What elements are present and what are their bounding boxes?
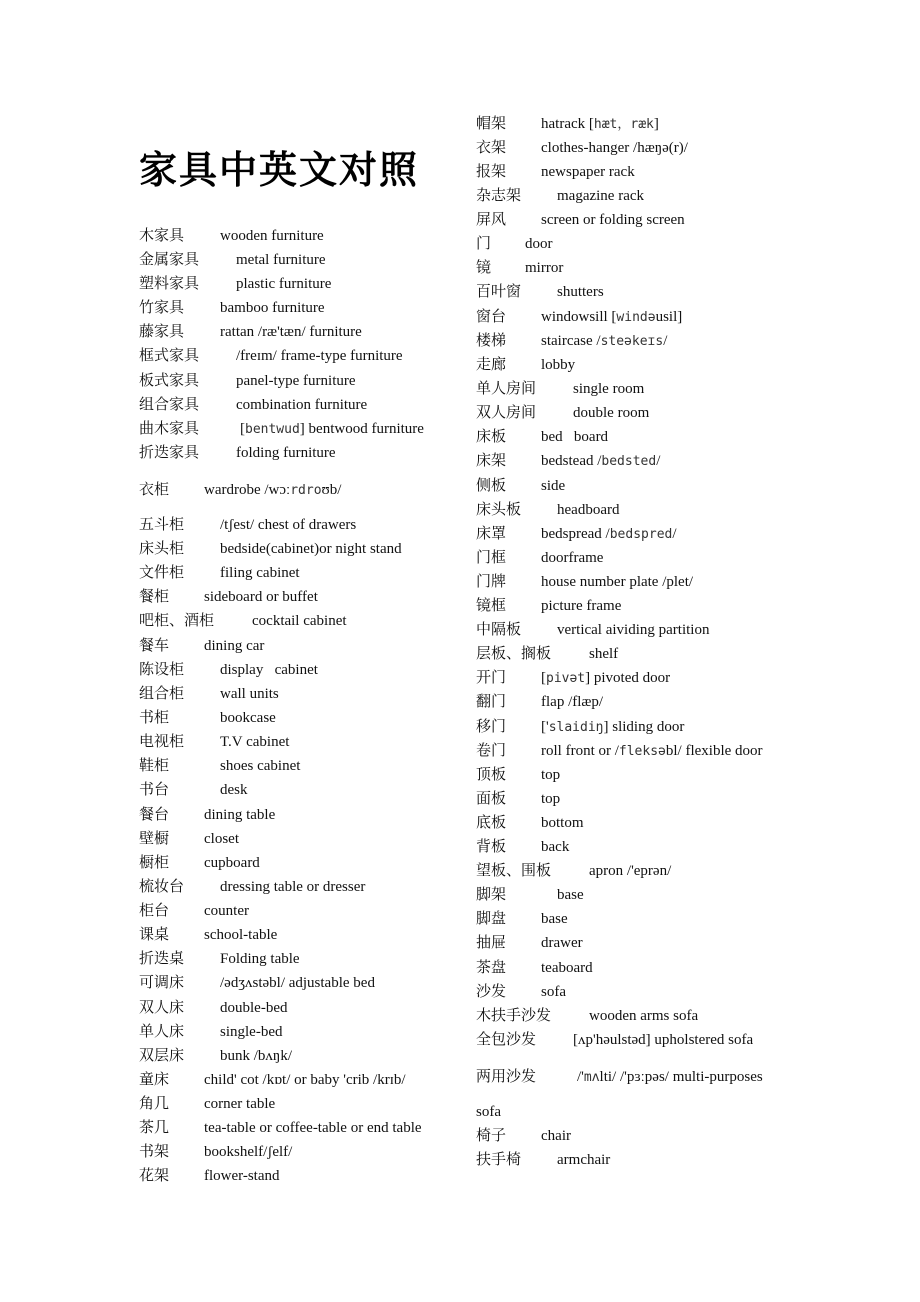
term-chinese: 衣架 bbox=[476, 140, 507, 156]
term-english: closet bbox=[204, 831, 239, 847]
term-english: wooden furniture bbox=[220, 228, 324, 244]
term-english: windowsill [windəusil] bbox=[541, 309, 683, 325]
term-english: /'mʌlti/ /'pɜːpəs/ multi-purposes bbox=[577, 1069, 763, 1085]
term-english: tea-table or coffee-table or end table bbox=[204, 1120, 422, 1136]
term-english: mirror bbox=[525, 260, 564, 276]
term-english: newspaper rack bbox=[541, 164, 635, 180]
term-english: metal furniture bbox=[236, 252, 326, 268]
term-english: corner table bbox=[204, 1096, 276, 1112]
term-chinese: 餐车 bbox=[139, 638, 170, 654]
term-english: sideboard or buffet bbox=[204, 589, 318, 605]
term-english: sofa bbox=[541, 984, 566, 1000]
term-english: bottom bbox=[541, 815, 584, 831]
term-chinese: 杂志架 bbox=[476, 188, 522, 204]
term-chinese: 背板 bbox=[476, 839, 507, 855]
term-chinese: 卷门 bbox=[476, 743, 507, 759]
term-english: clothes-hanger /hæŋə(r)/ bbox=[541, 140, 688, 156]
term-english: child' cot /kɒt/ or baby 'crib /krɪb/ bbox=[204, 1072, 406, 1088]
term-chinese: 层板、搁板 bbox=[476, 646, 552, 662]
term-english: double room bbox=[573, 405, 650, 421]
term-chinese: 帽架 bbox=[476, 116, 507, 132]
term-english: double-bed bbox=[220, 1000, 288, 1016]
term-chinese: 鞋柜 bbox=[139, 758, 170, 774]
term-chinese: 门 bbox=[476, 236, 492, 252]
term-english: base bbox=[541, 911, 568, 927]
term-chinese: 茶盘 bbox=[476, 960, 507, 976]
term-english: sofa bbox=[476, 1104, 501, 1120]
term-chinese: 两用沙发 bbox=[476, 1069, 537, 1085]
term-english: Folding table bbox=[220, 951, 300, 967]
term-chinese: 餐台 bbox=[139, 807, 170, 823]
term-english: flower-stand bbox=[204, 1168, 280, 1184]
term-english: screen or folding screen bbox=[541, 212, 685, 228]
term-chinese: 全包沙发 bbox=[476, 1032, 537, 1048]
term-chinese: 书柜 bbox=[139, 710, 170, 726]
term-chinese: 门框 bbox=[476, 550, 507, 566]
term-english: ['slaidiŋ] sliding door bbox=[541, 719, 685, 735]
term-chinese: 折迭桌 bbox=[139, 951, 185, 967]
term-english: vertical aividing partition bbox=[557, 622, 710, 638]
term-english: top bbox=[541, 767, 561, 783]
term-english: filing cabinet bbox=[220, 565, 300, 581]
term-english: dining table bbox=[204, 807, 276, 823]
term-english: T.V cabinet bbox=[220, 734, 290, 750]
term-chinese: 书架 bbox=[139, 1144, 170, 1160]
term-chinese: 金属家具 bbox=[139, 252, 200, 268]
term-chinese: 陈设柜 bbox=[139, 662, 185, 678]
term-english: bed board bbox=[541, 429, 609, 445]
term-english: /ədʒʌstəbl/ adjustable bed bbox=[220, 975, 375, 991]
term-chinese: 双人房间 bbox=[476, 405, 537, 421]
term-chinese: 镜框 bbox=[476, 598, 507, 614]
term-english: /freɪm/ frame-type furniture bbox=[236, 348, 403, 364]
term-chinese: 折迭家具 bbox=[139, 445, 200, 461]
term-english: cocktail cabinet bbox=[252, 613, 347, 629]
term-english: teaboard bbox=[541, 960, 593, 976]
term-english: panel-type furniture bbox=[236, 373, 356, 389]
term-english: shutters bbox=[557, 284, 604, 300]
term-chinese: 扶手椅 bbox=[476, 1152, 522, 1168]
term-chinese: 床架 bbox=[476, 453, 507, 469]
term-chinese: 童床 bbox=[139, 1072, 170, 1088]
term-english: [ʌp'həulstəd] upholstered sofa bbox=[573, 1032, 754, 1048]
term-english: magazine rack bbox=[557, 188, 645, 204]
term-chinese: 沙发 bbox=[476, 984, 507, 1000]
term-english: wardrobe /wɔːrdroʊb/ bbox=[204, 482, 342, 498]
term-english: shoes cabinet bbox=[220, 758, 301, 774]
term-english: picture frame bbox=[541, 598, 622, 614]
term-chinese: 单人房间 bbox=[476, 381, 537, 397]
term-english: armchair bbox=[557, 1152, 611, 1168]
term-chinese: 床头柜 bbox=[139, 541, 185, 557]
page-title: 家具中英文对照 bbox=[139, 148, 420, 192]
term-chinese: 电视柜 bbox=[139, 734, 185, 750]
term-chinese: 课桌 bbox=[139, 927, 170, 943]
term-chinese: 书台 bbox=[139, 782, 170, 798]
term-chinese: 文件柜 bbox=[139, 565, 185, 581]
term-chinese: 开门 bbox=[476, 670, 507, 686]
term-english: apron /'eprən/ bbox=[589, 863, 672, 879]
term-chinese: 组合柜 bbox=[139, 686, 185, 702]
term-chinese: 壁橱 bbox=[139, 831, 170, 847]
term-english: staircase /steəkeɪs/ bbox=[541, 333, 668, 349]
term-chinese: 可调床 bbox=[139, 975, 185, 991]
term-english: wall units bbox=[220, 686, 279, 702]
term-chinese: 窗台 bbox=[476, 309, 507, 325]
term-chinese: 床罩 bbox=[476, 526, 507, 542]
term-chinese: 移门 bbox=[476, 719, 507, 735]
term-chinese: 单人床 bbox=[139, 1024, 185, 1040]
term-chinese: 柜台 bbox=[139, 903, 170, 919]
term-english: cupboard bbox=[204, 855, 260, 871]
term-english: chair bbox=[541, 1128, 571, 1144]
term-english: base bbox=[557, 887, 584, 903]
term-english: house number plate /plet/ bbox=[541, 574, 694, 590]
term-chinese: 塑料家具 bbox=[139, 276, 200, 292]
term-english: headboard bbox=[557, 502, 620, 518]
term-chinese: 橱柜 bbox=[139, 855, 170, 871]
term-chinese: 双人床 bbox=[139, 1000, 185, 1016]
term-english: [pivət] pivoted door bbox=[541, 670, 671, 686]
term-english: shelf bbox=[589, 646, 619, 662]
term-english: [bentwud] bentwood furniture bbox=[240, 421, 424, 437]
term-chinese: 床板 bbox=[476, 429, 507, 445]
term-chinese: 门牌 bbox=[476, 574, 507, 590]
term-english: desk bbox=[220, 782, 248, 798]
term-english: /tʃest/ chest of drawers bbox=[220, 517, 357, 533]
term-english: hatrack [hæt，ræk] bbox=[541, 116, 659, 132]
term-english: doorframe bbox=[541, 550, 604, 566]
term-english: side bbox=[541, 478, 566, 494]
term-chinese: 脚架 bbox=[476, 887, 507, 903]
term-english: display cabinet bbox=[220, 662, 318, 678]
term-chinese: 百叶窗 bbox=[476, 284, 522, 300]
term-chinese: 角几 bbox=[139, 1096, 170, 1112]
term-english: folding furniture bbox=[236, 445, 336, 461]
term-chinese: 床头板 bbox=[476, 502, 522, 518]
term-chinese: 框式家具 bbox=[139, 348, 200, 364]
term-english: counter bbox=[204, 903, 249, 919]
term-english: door bbox=[525, 236, 553, 252]
term-chinese: 木家具 bbox=[139, 228, 185, 244]
term-chinese: 底板 bbox=[476, 815, 507, 831]
term-english: dressing table or dresser bbox=[220, 879, 366, 895]
term-chinese: 竹家具 bbox=[139, 300, 185, 316]
term-english: bookshelf/ʃelf/ bbox=[204, 1144, 293, 1160]
term-english: dining car bbox=[204, 638, 265, 654]
term-chinese: 餐柜 bbox=[139, 589, 170, 605]
term-english: bedstead /bedsted/ bbox=[541, 453, 661, 469]
term-chinese: 双层床 bbox=[139, 1048, 185, 1064]
term-english: bamboo furniture bbox=[220, 300, 325, 316]
term-chinese: 望板、围板 bbox=[476, 863, 552, 879]
term-english: bedside(cabinet)or night stand bbox=[220, 541, 402, 557]
term-chinese: 报架 bbox=[476, 164, 507, 180]
term-chinese: 吧柜、酒柜 bbox=[139, 613, 215, 629]
term-english: combination furniture bbox=[236, 397, 368, 413]
term-chinese: 梳妆台 bbox=[139, 879, 185, 895]
term-english: flap /flæp/ bbox=[541, 694, 604, 710]
term-chinese: 木扶手沙发 bbox=[476, 1008, 552, 1024]
term-english: single-bed bbox=[220, 1024, 283, 1040]
term-chinese: 走廊 bbox=[476, 357, 507, 373]
term-chinese: 五斗柜 bbox=[139, 517, 185, 533]
term-english: roll front or /fleksəbl/ flexible door bbox=[541, 743, 763, 759]
term-chinese: 板式家具 bbox=[139, 373, 200, 389]
term-chinese: 抽屉 bbox=[476, 935, 507, 951]
term-chinese: 面板 bbox=[476, 791, 507, 807]
term-chinese: 花架 bbox=[139, 1168, 170, 1184]
term-english: bedspread /bedspred/ bbox=[541, 526, 677, 542]
term-english: bunk /bʌŋk/ bbox=[220, 1048, 293, 1064]
term-english: bookcase bbox=[220, 710, 276, 726]
term-chinese: 中隔板 bbox=[476, 622, 522, 638]
term-english: wooden arms sofa bbox=[589, 1008, 699, 1024]
term-english: back bbox=[541, 839, 570, 855]
term-chinese: 椅子 bbox=[476, 1128, 507, 1144]
term-english: school-table bbox=[204, 927, 278, 943]
term-english: single room bbox=[573, 381, 645, 397]
term-english: drawer bbox=[541, 935, 583, 951]
term-english: top bbox=[541, 791, 561, 807]
term-english: rattan /ræ'tæn/ furniture bbox=[220, 324, 362, 340]
term-english: plastic furniture bbox=[236, 276, 332, 292]
term-chinese: 楼梯 bbox=[476, 333, 507, 349]
term-chinese: 衣柜 bbox=[139, 482, 170, 498]
term-chinese: 翻门 bbox=[476, 694, 507, 710]
term-chinese: 屏风 bbox=[476, 212, 507, 228]
term-chinese: 茶几 bbox=[139, 1120, 170, 1136]
term-chinese: 脚盘 bbox=[476, 911, 507, 927]
term-chinese: 侧板 bbox=[476, 478, 507, 494]
term-chinese: 曲木家具 bbox=[139, 421, 200, 437]
term-chinese: 镜 bbox=[476, 260, 492, 276]
term-english: lobby bbox=[541, 357, 576, 373]
term-chinese: 顶板 bbox=[476, 767, 507, 783]
term-chinese: 组合家具 bbox=[139, 397, 200, 413]
term-chinese: 藤家具 bbox=[139, 324, 185, 340]
